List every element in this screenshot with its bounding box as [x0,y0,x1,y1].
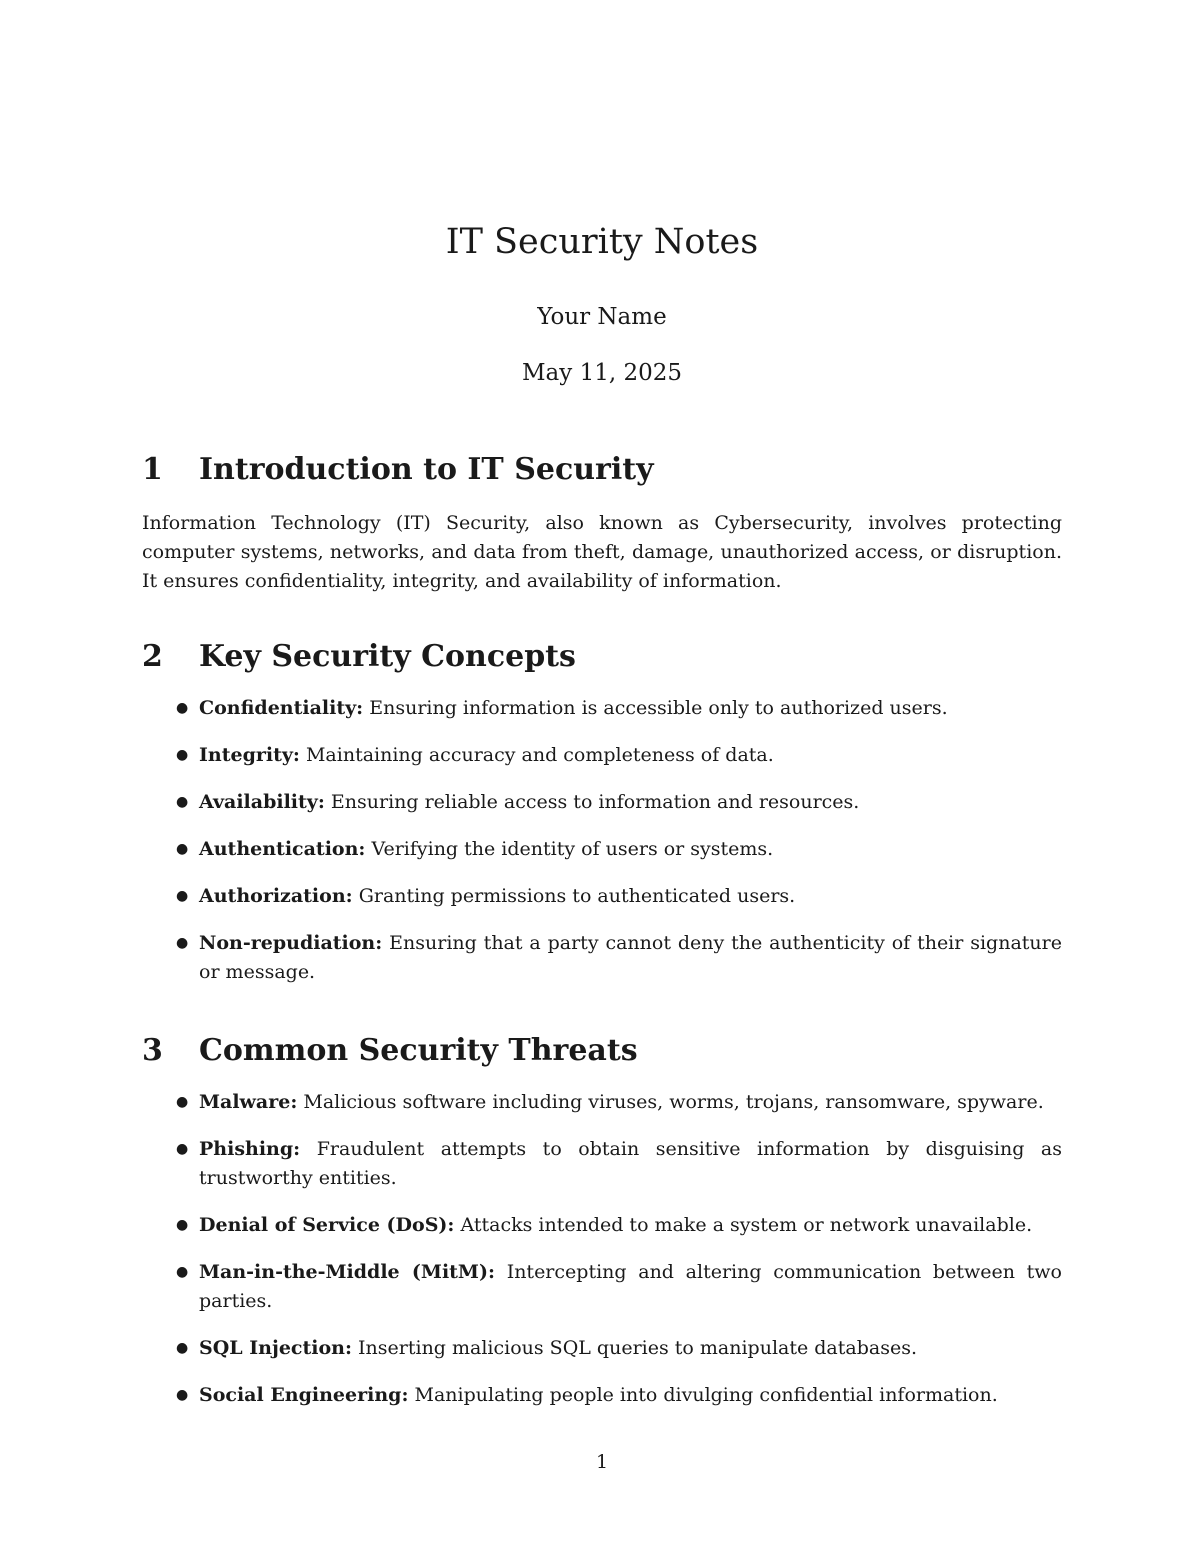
item-description: Fraudulent attempts to obtain sensitive information by disguising as trustworthy entities. [199,1138,1062,1189]
section-number: 3 [142,1033,163,1068]
bullet-icon: ● [176,1141,189,1157]
item-term: Man-in-the-Middle (MitM): [199,1261,495,1283]
bullet-icon: ● [176,747,189,763]
item-description: Malicious software including viruses, worms, trojans, ransomware, spyware. [303,1091,1044,1113]
item-term: Malware: [199,1091,298,1113]
bullet-icon: ● [176,1340,189,1356]
page-number: 1 [595,1451,609,1473]
document-author: Your Name [537,304,667,330]
list-item [142,1334,1062,1363]
list-item [142,1258,1062,1316]
bullet-list [142,1088,1062,1410]
bullet-icon: ● [176,888,189,904]
item-term: Confidentiality: [199,697,364,719]
item-description: Attacks intended to make a system or network unavailable. [460,1214,1033,1236]
document-date: May 11, 2025 [522,360,682,386]
item-description: Maintaining accuracy and completeness of data. [305,744,774,766]
item-term: SQL Injection: [199,1337,352,1359]
item-term: Authorization: [199,885,353,907]
list-item [142,882,1062,911]
list-item [142,1381,1062,1410]
item-description: Intercepting and altering communication between two parties. [199,1261,1062,1312]
section-number: 1 [142,452,163,487]
list-item [142,1088,1062,1117]
section-title: Key Security Concepts [199,639,576,674]
bullet-icon: ● [176,700,189,716]
section-threats [142,1033,1062,1428]
bullet-icon: ● [176,935,189,951]
section-introduction [142,452,1062,596]
list-item [142,694,1062,723]
bullet-icon: ● [176,1217,189,1233]
bullet-icon: ● [176,794,189,810]
list-item [142,835,1062,864]
item-term: Phishing: [199,1138,301,1160]
list-item [142,741,1062,770]
item-description: Inserting malicious SQL queries to manipulate databases. [358,1337,917,1359]
document-title: IT Security Notes [445,222,759,262]
item-description: Ensuring that a party cannot deny the authenticity of their signature or message. [199,932,1062,983]
bullet-icon: ● [176,1094,189,1110]
item-term: Denial of Service (DoS): [199,1214,455,1236]
section-title: Introduction to IT Security [199,452,654,487]
list-item [142,929,1062,987]
bullet-list [142,694,1062,987]
section-heading [142,452,1062,487]
item-term: Authentication: [199,838,366,860]
bullet-icon: ● [176,841,189,857]
item-term: Social Engineering: [199,1384,409,1406]
section-title: Common Security Threats [199,1033,638,1068]
bullet-icon: ● [176,1387,189,1403]
item-term: Integrity: [199,744,300,766]
item-description: Ensuring information is accessible only to authorized users. [369,697,948,719]
document-page [142,0,1062,1553]
section-heading [142,1033,1062,1068]
item-description: Manipulating people into divulging confidential information. [414,1384,998,1406]
list-item [142,1211,1062,1240]
section-number: 2 [142,639,163,674]
item-description: Granting permissions to authenticated users. [358,885,796,907]
list-item [142,788,1062,817]
section-key-concepts [142,639,1062,1005]
item-term: Non-repudiation: [199,932,383,954]
list-item [142,1135,1062,1193]
item-description: Verifying the identity of users or systems. [371,838,774,860]
bullet-icon: ● [176,1264,189,1280]
section-paragraph: Information Technology (IT) Security, also known as Cybersecurity, involves protecting computer systems, networks, and data from theft, damage, unauthorized access, or disruption. It ensures confidentiality, integrity, and availability of information. [142,512,1062,592]
section-heading [142,639,1062,674]
item-description: Ensuring reliable access to information and resources. [330,791,860,813]
item-term: Availability: [199,791,325,813]
